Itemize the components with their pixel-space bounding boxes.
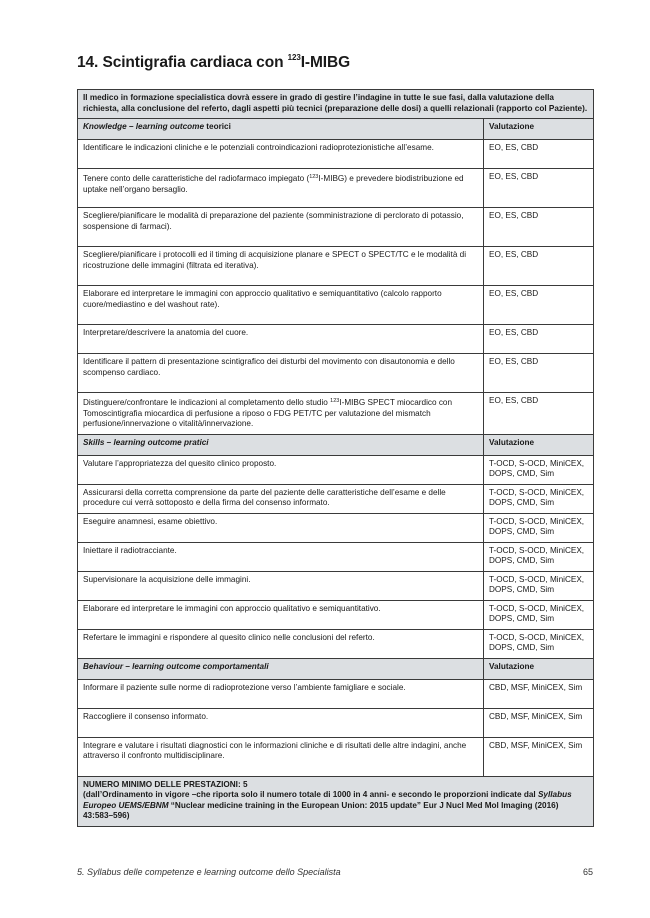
evaluation-text: EO, ES, CBD — [484, 140, 594, 169]
table-row — [78, 737, 594, 776]
page-footer — [77, 867, 593, 877]
page-title: 14. Scintigrafia cardiaca con $^{123}$I-MIBG — [77, 53, 351, 71]
knowledge-eval-header: Valutazione — [484, 119, 594, 140]
evaluation-text: T-OCD, S-OCD, MiniCEX, DOPS, CMD, Sim — [484, 629, 594, 658]
outcome-text: Elaborare ed interpretare le immagini con approccio qualitativo e semiquantitativo. — [78, 600, 484, 629]
evaluation-text: EO, ES, CBD — [484, 354, 594, 393]
table-row — [78, 286, 594, 325]
outcome-text: Scegliere/pianificare i protocolli ed il timing di acquisizione planare e SPECT o SPECT/TC e le modalità di ricostruzione delle immagini (filtrata ed iterativa). — [78, 247, 484, 286]
table-row — [78, 247, 594, 286]
skills-header: Skills – learning outcome pratici — [78, 434, 484, 455]
knowledge-header: Knowledge – learning outcome teorici — [78, 119, 484, 140]
table-row — [78, 600, 594, 629]
outcome-text: Elaborare ed interpretare le immagini con approccio qualitativo e semiquantitativo (calcolo rapporto cuore/mediastino e del washout rate). — [78, 286, 484, 325]
behaviour-header-row — [78, 658, 594, 679]
outcome-text: Iniettare il radiotracciante. — [78, 542, 484, 571]
table-row — [78, 325, 594, 354]
evaluation-text: T-OCD, S-OCD, MiniCEX, DOPS, CMD, Sim — [484, 455, 594, 484]
isotope-mass: 123 — [287, 53, 301, 62]
evaluation-text: EO, ES, CBD — [484, 325, 594, 354]
outcome-text: Eseguire anamnesi, esame obiettivo. — [78, 513, 484, 542]
outcome-text: Identificare il pattern di presentazione scintigrafico dei disturbi del movimento con disautonomia e dello scompenso cardiaco. — [78, 354, 484, 393]
table-row — [78, 679, 594, 708]
table-row — [78, 169, 594, 208]
table-row — [78, 354, 594, 393]
evaluation-text: T-OCD, S-OCD, MiniCEX, DOPS, CMD, Sim — [484, 542, 594, 571]
knowledge-header-row — [78, 119, 594, 140]
outcome-text: Tenere conto delle caratteristiche del radiofarmaco impiegato ($^{123}$I-MIBG) e prevedere biodistribuzione ed uptake nell’organo bersaglio. — [78, 169, 484, 208]
behaviour-eval-header: Valutazione — [484, 658, 594, 679]
outcome-text: Distinguere/confrontare le indicazioni al completamento dello studio $^{123}$I-MIBG SPECT miocardico con Tomoscintigrafia miocardica di perfusione a riposo o FDG PET/TC per valutazione del mismatch perfusione/innervazione o vitalità/innervazione. — [78, 393, 484, 435]
footer-text: 5. Syllabus delle competenze e learning outcome dello Specialista — [77, 867, 341, 877]
outcome-text: Raccogliere il consenso informato. — [78, 708, 484, 737]
skills-header-row — [78, 434, 594, 455]
evaluation-text: T-OCD, S-OCD, MiniCEX, DOPS, CMD, Sim — [484, 513, 594, 542]
table-row — [78, 513, 594, 542]
evaluation-text: CBD, MSF, MiniCEX, Sim — [484, 708, 594, 737]
table-row — [78, 629, 594, 658]
table-row — [78, 393, 594, 435]
evaluation-text: CBD, MSF, MiniCEX, Sim — [484, 737, 594, 776]
minimum-procedures — [78, 776, 594, 826]
evaluation-text: T-OCD, S-OCD, MiniCEX, DOPS, CMD, Sim — [484, 600, 594, 629]
outcome-text: Integrare e valutare i risultati diagnostici con le informazioni cliniche e di risultati delle altre indagini, anche attraverso il confronto multidisciplinare. — [78, 737, 484, 776]
table-row — [78, 208, 594, 247]
outcome-text: Scegliere/pianificare le modalità di preparazione del paziente (somministrazione di perclorato di potassio, sospensione di farmaci). — [78, 208, 484, 247]
behaviour-header: Behaviour – learning outcome comportamentali — [78, 658, 484, 679]
table-row — [78, 484, 594, 513]
evaluation-text: EO, ES, CBD — [484, 208, 594, 247]
evaluation-text: EO, ES, CBD — [484, 286, 594, 325]
outcome-text: Interpretare/descrivere la anatomia del cuore. — [78, 325, 484, 354]
outcome-text: Identificare le indicazioni cliniche e le potenziali controindicazioni radioprotezionistiche all’esame. — [78, 140, 484, 169]
minimum-count: NUMERO MINIMO DELLE PRESTAZIONI: 5 — [83, 779, 248, 789]
evaluation-text: EO, ES, CBD — [484, 393, 594, 435]
evaluation-text: T-OCD, S-OCD, MiniCEX, DOPS, CMD, Sim — [484, 484, 594, 513]
minimum-source: (dall’Ordinamento in vigore –che riporta solo il numero totale di 1000 in 4 anni- e secondo le proporzioni indicate dal Syllabus Europeo UEMS/EBNM “Nuclear medicine training in the European Union: 2015 update” Eur J Nucl Med Mol Imaging (2016) 43:583–596) — [83, 790, 572, 820]
table-row — [78, 542, 594, 571]
outcome-text: Informare il paziente sulle norme di radioprotezione verso l’ambiente famigliare e sociale. — [78, 679, 484, 708]
intro-text: Il medico in formazione specialistica dovrà essere in grado di gestire l’indagine in tutte le sue fasi, dalla valutazione della richiesta, alla conclusione del referto, dagli aspetti più tecnici (preparazione delle dosi) a quelli relazionali (rapporto col Paziente). — [78, 90, 594, 119]
evaluation-text: T-OCD, S-OCD, MiniCEX, DOPS, CMD, Sim — [484, 571, 594, 600]
outcome-text: Refertare le immagini e rispondere al quesito clinico nelle conclusioni del referto. — [78, 629, 484, 658]
minimum-row — [78, 776, 594, 826]
outcome-text: Assicurarsi della corretta comprensione da parte del paziente delle caratteristiche dell’esame e delle procedure cui verrà sottoposto e della firma del consenso informato. — [78, 484, 484, 513]
skills-eval-header: Valutazione — [484, 434, 594, 455]
evaluation-text: EO, ES, CBD — [484, 169, 594, 208]
outcome-text: Supervisionare la acquisizione delle immagini. — [78, 571, 484, 600]
table-row — [78, 140, 594, 169]
evaluation-text: CBD, MSF, MiniCEX, Sim — [484, 679, 594, 708]
evaluation-text: EO, ES, CBD — [484, 247, 594, 286]
intro-row — [78, 90, 594, 119]
page-number: 65 — [582, 867, 593, 877]
table-row — [78, 455, 594, 484]
table-row — [78, 708, 594, 737]
table-row — [78, 571, 594, 600]
outcome-text: Valutare l’appropriatezza del quesito clinico proposto. — [78, 455, 484, 484]
syllabus-table — [77, 89, 594, 827]
